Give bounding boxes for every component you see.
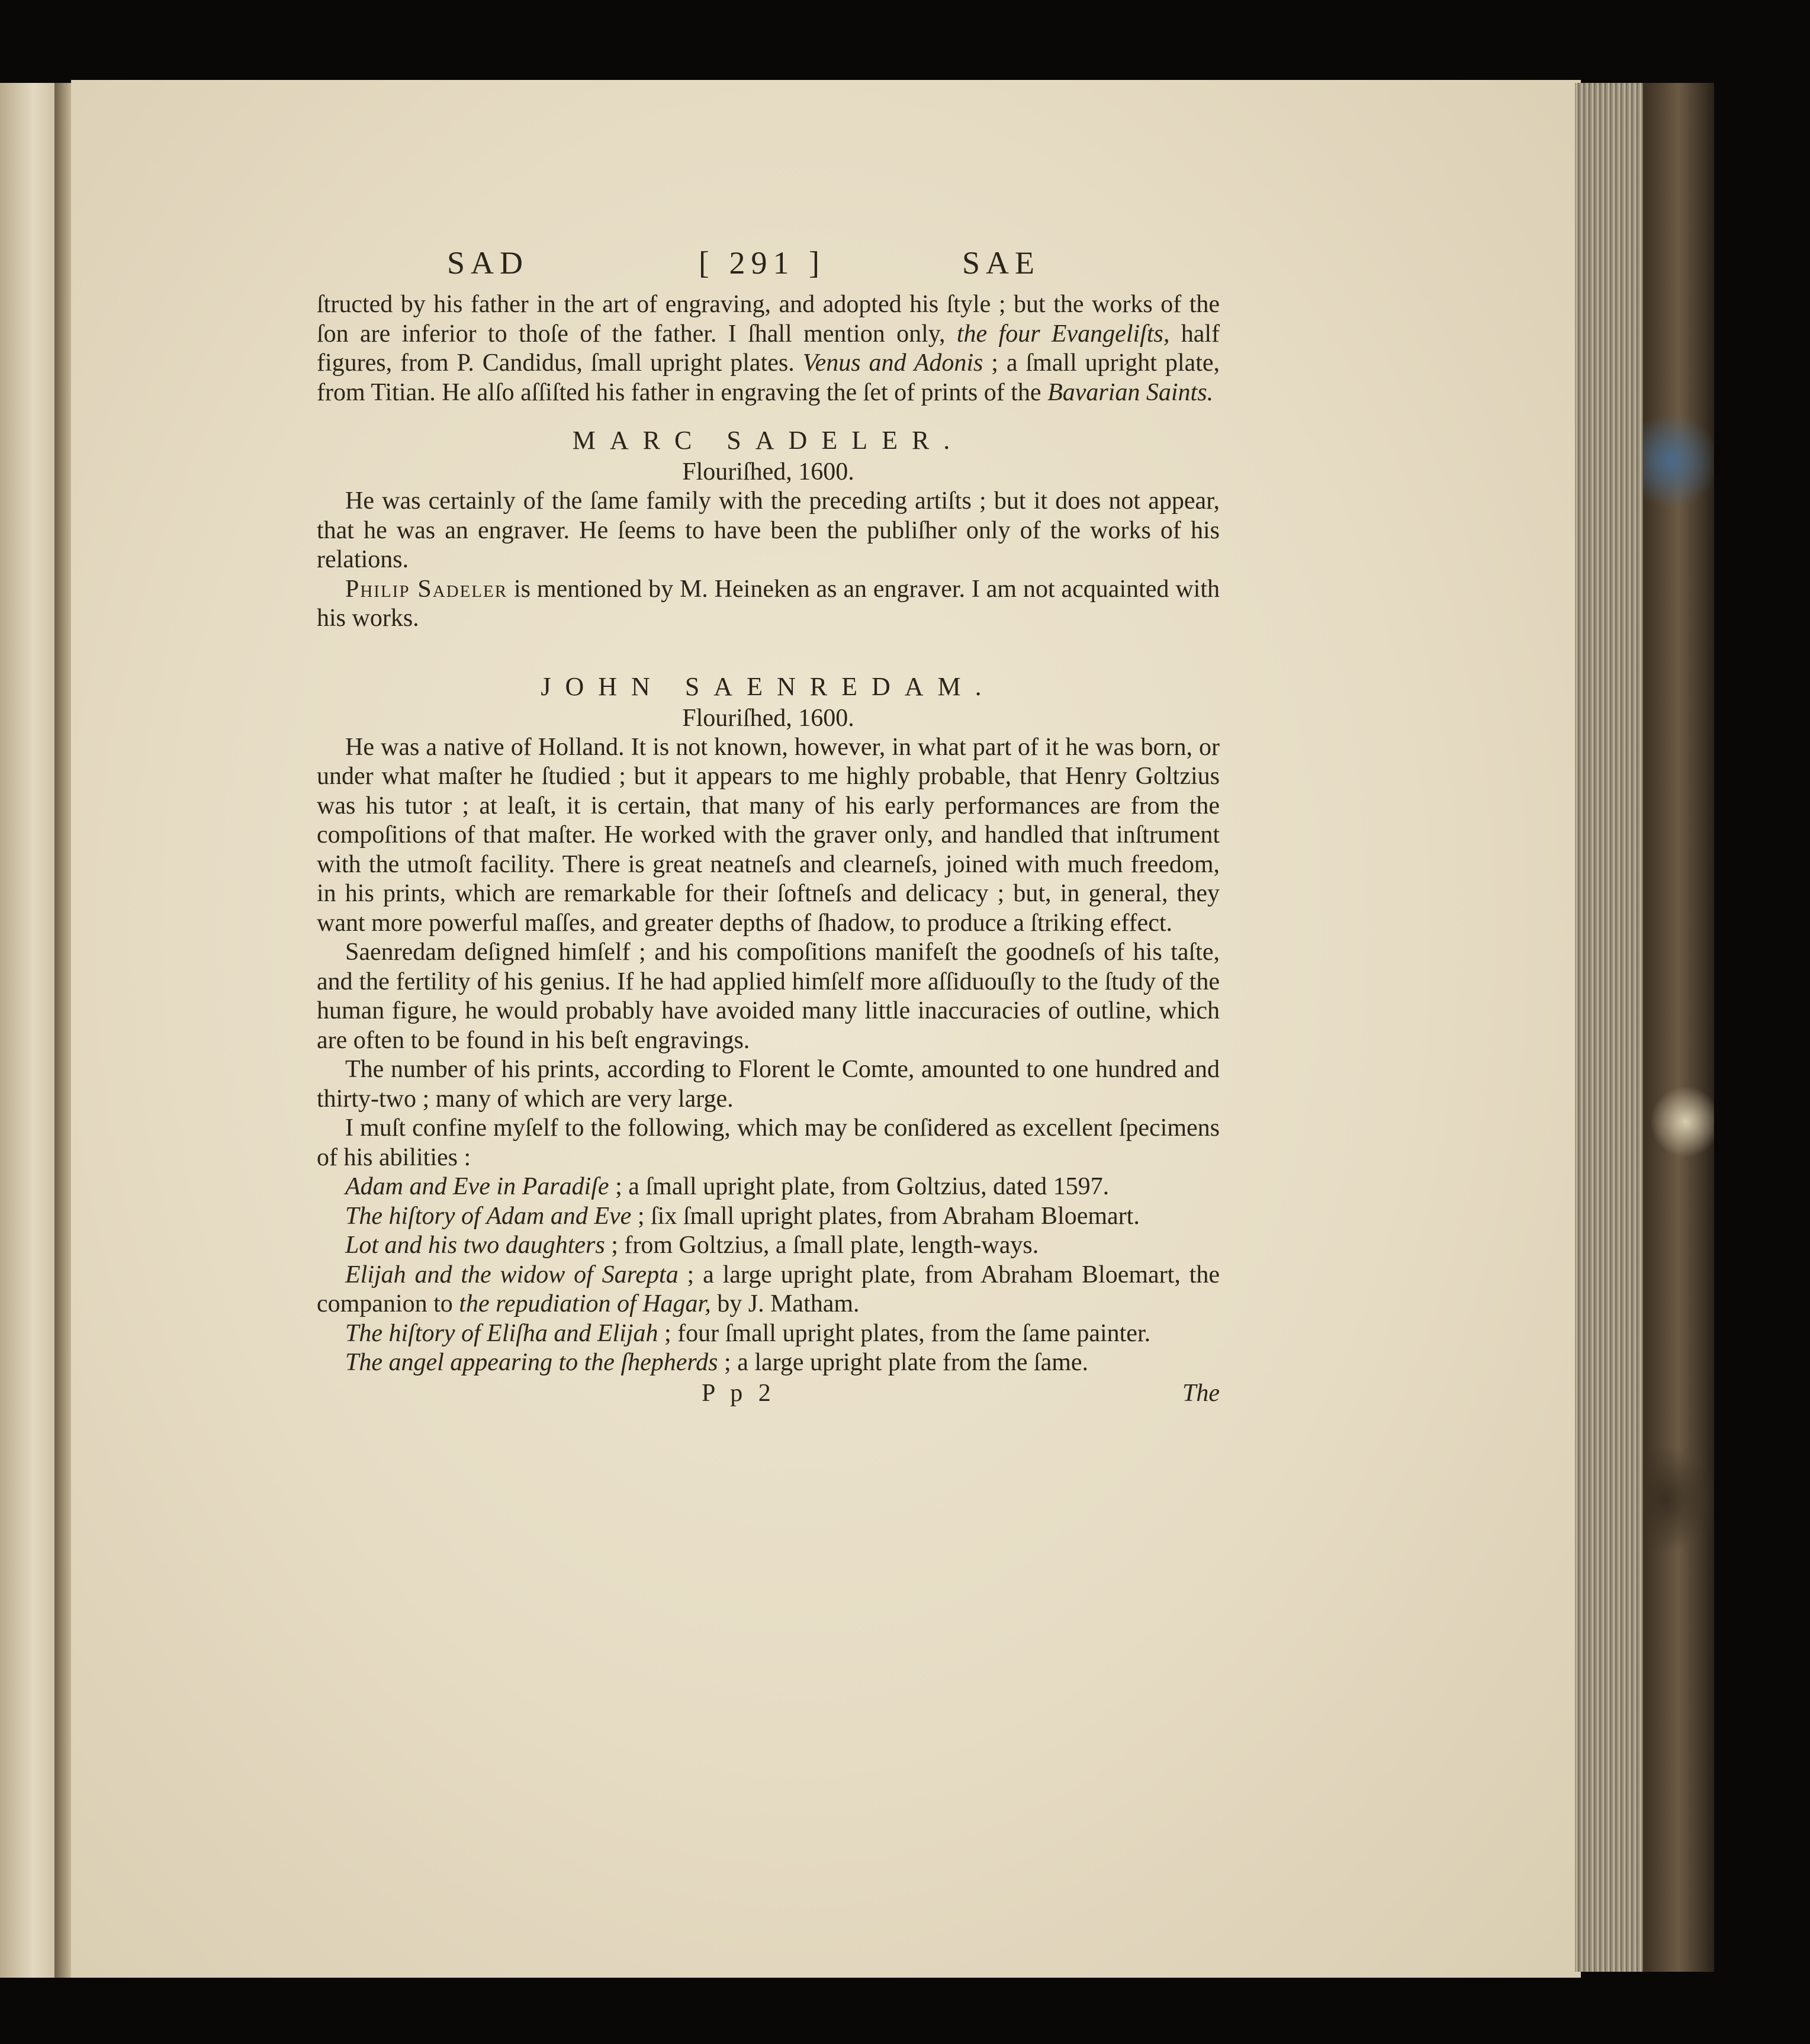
page-number: [ 291 ]: [699, 245, 825, 281]
marbled-cover-board: [1643, 83, 1714, 1972]
text-block: [317, 245, 1220, 1409]
work-entry: Lot and his two daughters ; from Goltzius, a ſmall plate, length-ways.: [345, 1232, 1039, 1259]
page-footer: [317, 1379, 1220, 1409]
work-title: Bavarian Saints.: [1047, 378, 1214, 406]
heading-john-saenredam: JOHN SAENREDAM.: [541, 671, 996, 701]
work-title: Lot and his two daughters: [345, 1232, 605, 1259]
left-page-edge: [0, 83, 56, 1978]
work-title: The hiſtory of Adam and Eve: [345, 1202, 632, 1230]
flourished-marc: Flouriſhed, 1600.: [682, 458, 854, 486]
paragraph: He was a native of Holland. It is not known, however, in what part of it he was born, or under what maſter he ſtudied ; but it appears to me highly probable, that Henry Goltzius was his tutor ; at leaſt, it is certain, that many of his early performances are from the compoſitions of that maſter. He worked with the graver only, and handled that inſtrument with the utmoſt facility. There is great neatneſs and clearneſs, joined with much freedom, in his prints, which are remarkable for their ſoftneſs and delicacy ; but, in general, they want more powerful maſſes, and greater depths of ſhadow, to produce a ſtriking effect.: [317, 733, 1220, 937]
paragraph: Philip Sadeler is mentioned by M. Heineken as an engraver. I am not acquainted with his works.: [317, 575, 1220, 632]
work-title: Venus and Adonis: [802, 349, 983, 377]
page-edges: [1575, 83, 1646, 1972]
running-head-left: SAD: [447, 245, 529, 281]
work-title: the repudiation of Hagar,: [459, 1290, 711, 1317]
work-entry: Adam and Eve in Paradiſe ; a ſmall upright plate, from Goltzius, dated 1597.: [345, 1173, 1110, 1200]
heading-marc-sadeler: MARC SADELER.: [572, 426, 965, 455]
running-head: [317, 245, 1220, 290]
work-entry: The hiſtory of Eliſha and Elijah ; four ſmall upright plates, from the ſame painter.: [345, 1319, 1151, 1347]
catchword: The: [1182, 1379, 1220, 1407]
paragraph: Saenredam deſigned himſelf ; and his compoſitions manifeſt the goodneſs of his taſte, and the fertility of his genius. If he had applied himſelf more aſſiduouſly to the ſtudy of the human figure, he would probably have avoided many little inaccuracies of outline, which are often to be found in his beſt engravings.: [317, 939, 1220, 1054]
work-title: The angel appearing to the ſhepherds: [345, 1349, 718, 1376]
work-entry: The hiſtory of Adam and Eve ; ſix ſmall upright plates, from Abraham Bloemart.: [345, 1202, 1140, 1230]
name-small-caps: Philip Sadeler: [345, 575, 508, 603]
continued-paragraph: ſtructed by his father in the art of engraving, and adopted his ſtyle ; but the works of the ſon are inferior to thoſe of the father. I ſhall mention only, the four Evangeliſts, half figures, from P. Candidus, ſmall upright plates. Venus and Adonis ; a ſmall upright plate, from Titian. He alſo aſſiſted his father in engraving the ſet of prints of the Bavarian Saints.: [317, 291, 1220, 406]
work-title: The hiſtory of Eliſha and Elijah: [345, 1319, 658, 1347]
work-title: Adam and Eve in Paradiſe: [345, 1173, 609, 1200]
paragraph: I muſt confine myſelf to the following, which may be conſidered as excellent ſpecimens of his abilities :: [317, 1114, 1220, 1171]
work-entry: Elijah and the widow of Sarepta ; a large upright plate, from Abraham Bloemart, the companion to the repudiation of Hagar, by J. Matham.: [317, 1261, 1220, 1317]
signature-mark: P p 2: [702, 1379, 776, 1407]
paragraph: He was certainly of the ſame family with the preceding artiſts ; but it does not appear, that he was an engraver. He ſeems to have been the publiſher only of the works of his relations.: [317, 487, 1220, 573]
work-title: the four Evangeliſts,: [956, 320, 1170, 348]
work-title: Elijah and the widow of Sarepta: [345, 1261, 679, 1288]
paragraph: The number of his prints, according to Florent le Comte, amounted to one hundred and thirty-two ; many of which are very large.: [317, 1056, 1220, 1113]
flourished-john: Flouriſhed, 1600.: [682, 704, 854, 732]
work-entry: The angel appearing to the ſhepherds ; a large upright plate from the ſame.: [345, 1349, 1089, 1376]
running-head-right: SAE: [962, 245, 1041, 281]
